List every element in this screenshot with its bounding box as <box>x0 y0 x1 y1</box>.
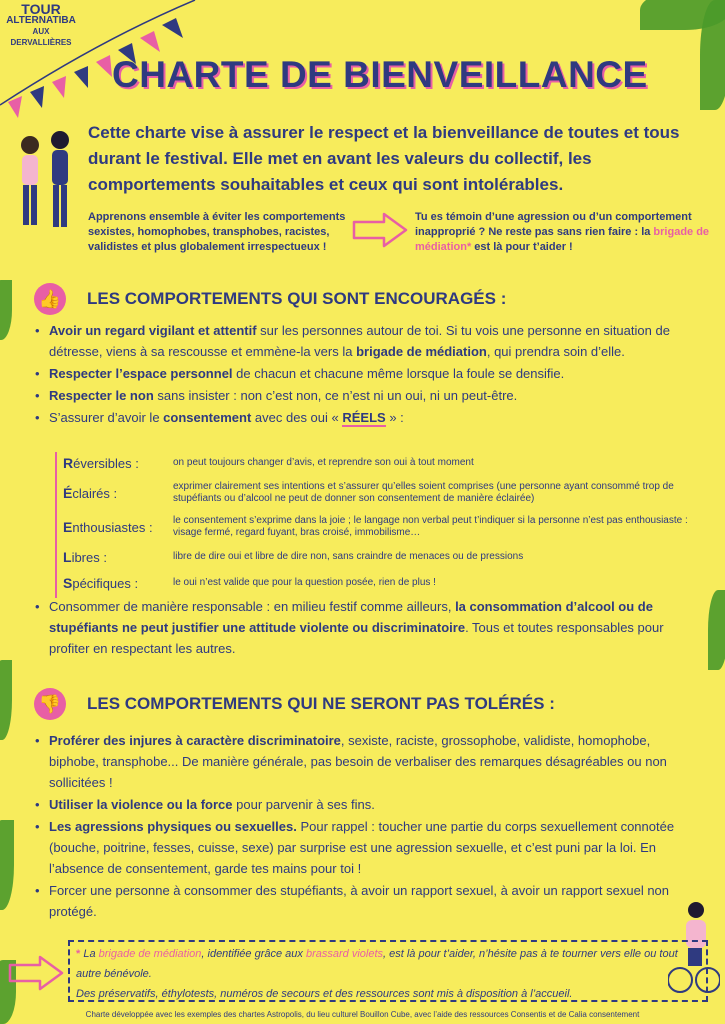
intro-text: Cette charte vise à assurer le respect et la bienveillance de toutes et tous durant le festival. Elle met en avant les valeurs du collectif, les comportements souhaitables et ceux qui sont intolérables. <box>88 123 680 194</box>
note-line <box>76 944 700 984</box>
item-text: » : <box>385 410 404 425</box>
people-illustration <box>10 125 80 245</box>
item-bold: Les agressions physiques ou sexuelles. <box>49 819 297 834</box>
item-bold: Avoir un regard vigilant et attentif <box>49 323 257 338</box>
item-text: . Tous et toutes responsables pour profiter en respectant les autres. <box>49 620 664 656</box>
reels-row <box>57 546 707 568</box>
note-text: La <box>83 948 99 960</box>
leaf-decoration <box>708 590 725 670</box>
reels-row <box>57 572 707 594</box>
section-heading-encouraged: LES COMPORTEMENTS QUI SONT ENCOURAGÉS : <box>87 289 507 308</box>
reels-key: ibres : <box>71 550 107 565</box>
item-bold: Respecter l’espace personnel <box>49 366 233 381</box>
reels-key: clairés : <box>72 486 118 501</box>
note-highlight: brassard violets <box>305 948 384 960</box>
item-bold: consentement <box>163 410 252 425</box>
reels-key: pécifiques : <box>72 576 139 591</box>
note-star: * <box>76 948 84 960</box>
reels-desc: le consentement s’exprime dans la joie ; le langage non verbal peut t’indiquer si la personne n’est pas enthousiaste : visage fermé, regard fuyant, bras croisé, immobilisme… <box>173 515 688 538</box>
item-bold: Proférer des injures à caractère discriminatoire <box>49 733 341 748</box>
list-item <box>35 880 695 922</box>
item-bold: la consommation d’alcool ou de stupéfiants ne peut justifier une attitude violente ou discriminatoire <box>49 599 653 635</box>
encouraged-list-2 <box>35 596 695 660</box>
item-text: Consommer de manière responsable : en milieu festif comme ailleurs, <box>49 599 456 614</box>
reels-cap: R <box>63 455 74 471</box>
tip-left: Apprenons ensemble à éviter les comportements sexistes, homophobes, transphobes, racistes, validistes et plus globalement irrespectueux ! <box>88 211 346 253</box>
reels-cap: S <box>63 575 73 591</box>
thumbs-up-icon: 👍 <box>34 283 66 315</box>
section-heading-not-tolerated: LES COMPORTEMENTS QUI NE SERONT PAS TOLÉRÉS : <box>87 694 555 713</box>
reels-desc: on peut toujours changer d’avis, et reprendre son oui à tout moment <box>173 457 474 468</box>
list-item <box>35 407 695 428</box>
item-text: de chacun et chacune même lorsque la foule se densifie. <box>232 366 565 381</box>
list-item <box>35 320 695 362</box>
reels-cap: É <box>63 485 73 501</box>
tip-right-highlight: brigade de médiation* <box>415 226 710 253</box>
reels-row <box>57 478 707 508</box>
festival-logo <box>6 1 76 48</box>
item-text: sans insister : non c’est non, ce n’est ni un oui, ni un peut-être. <box>153 388 518 403</box>
note-text: , identifiée grâce aux <box>201 948 306 960</box>
footer-credits: Charte développée avec les exemples des chartes Astropolis, du lieu culturel Bouillon Cube, avec l’aide des ressources Consentis et de Calia consentement <box>85 1010 640 1019</box>
list-item <box>35 816 695 879</box>
item-text: sur les personnes autour de toi. Si tu vois une personne en situation de détresse, viens à sa rescousse et emmène-la vers la <box>49 323 670 359</box>
page-title: CHARTE DE BIENVEILLANCE <box>112 54 648 95</box>
reels-cap: L <box>63 549 72 565</box>
note-box <box>68 940 708 1002</box>
item-bold: Respecter le non <box>49 388 154 403</box>
item-text: Pour rappel : toucher une partie du corps sexuellement connotée (bouche, poitrine, fesses, cuisse, sexe) par surprise est une agression sexuelle, et c’est puni par la loi. En l’absence de consentement, garde tes mains pour toi ! <box>49 819 675 876</box>
note-text: , est là pour t’aider, n’hésite pas à te tourner vers elle ou tout autre bénévole. <box>76 948 678 980</box>
reels-table <box>55 452 707 598</box>
logo-line: AUX DERVALLIÈRES <box>10 27 72 47</box>
item-text: avec des oui « <box>251 410 343 425</box>
item-text: Forcer une personne à consommer des stupéfiants, à avoir un rapport sexuel, à avoir un rapport sexuel non protégé. <box>49 883 670 919</box>
leaf-decoration <box>0 280 12 340</box>
item-bold: Utiliser la violence ou la force <box>49 797 233 812</box>
reels-key: nthousiastes : <box>72 520 153 535</box>
list-item <box>35 794 695 815</box>
not-tolerated-list <box>35 730 695 923</box>
note-highlight: brigade de médiation <box>98 948 202 960</box>
logo-line: ALTERNATIBA <box>6 15 76 26</box>
leaf-decoration <box>0 660 12 740</box>
list-item <box>35 730 695 793</box>
reels-desc: libre de dire oui et libre de dire non, sans craindre de menaces ou de pressions <box>173 551 524 562</box>
item-text: , sexiste, raciste, grossophobe, validiste, homophobe, biphobe, transphobe... De manière générale, pas besoin de verbaliser des remarques désagréables ou non sollicitées ! <box>49 733 667 790</box>
thumbs-down-icon: 👎 <box>34 688 66 720</box>
item-text: , qui prendra soin d’elle. <box>486 344 625 359</box>
reels-word: RÉELS <box>342 410 386 425</box>
leaf-decoration <box>0 820 14 910</box>
list-item <box>35 596 695 659</box>
arrow-right-icon <box>352 212 408 248</box>
arrow-right-icon <box>8 955 64 991</box>
tip-right-end: est là pour t’aider ! <box>471 241 573 253</box>
reels-cap: E <box>63 519 73 535</box>
reels-row <box>57 452 707 474</box>
note-line-2: Des préservatifs, éthylotests, numéros de secours et des ressources sont mis à disposition à l’accueil. <box>76 988 573 1000</box>
tip-right <box>415 210 715 255</box>
item-text: pour parvenir à ses fins. <box>232 797 375 812</box>
encouraged-list <box>35 320 695 429</box>
item-bold: brigade de médiation <box>356 344 487 359</box>
reels-row <box>57 512 707 542</box>
reels-desc: exprimer clairement ses intentions et s’assurer qu’elles soient comprises (une personne ayant consommé trop de stupéfiants ou d’alcool ne peut de donner son consentement de manière éclairée) <box>173 481 674 504</box>
list-item <box>35 363 695 384</box>
item-text: S’assurer d’avoir le <box>49 410 164 425</box>
reels-key: éversibles : <box>73 456 139 471</box>
logo-line: TOUR <box>21 1 61 17</box>
tip-right-text: Tu es témoin d’une agression ou d’un comportement inapproprié ? Ne reste pas sans rien faire : la <box>415 211 692 238</box>
reels-desc: le oui n’est valide que pour la question posée, rien de plus ! <box>173 577 436 588</box>
list-item <box>35 385 695 406</box>
